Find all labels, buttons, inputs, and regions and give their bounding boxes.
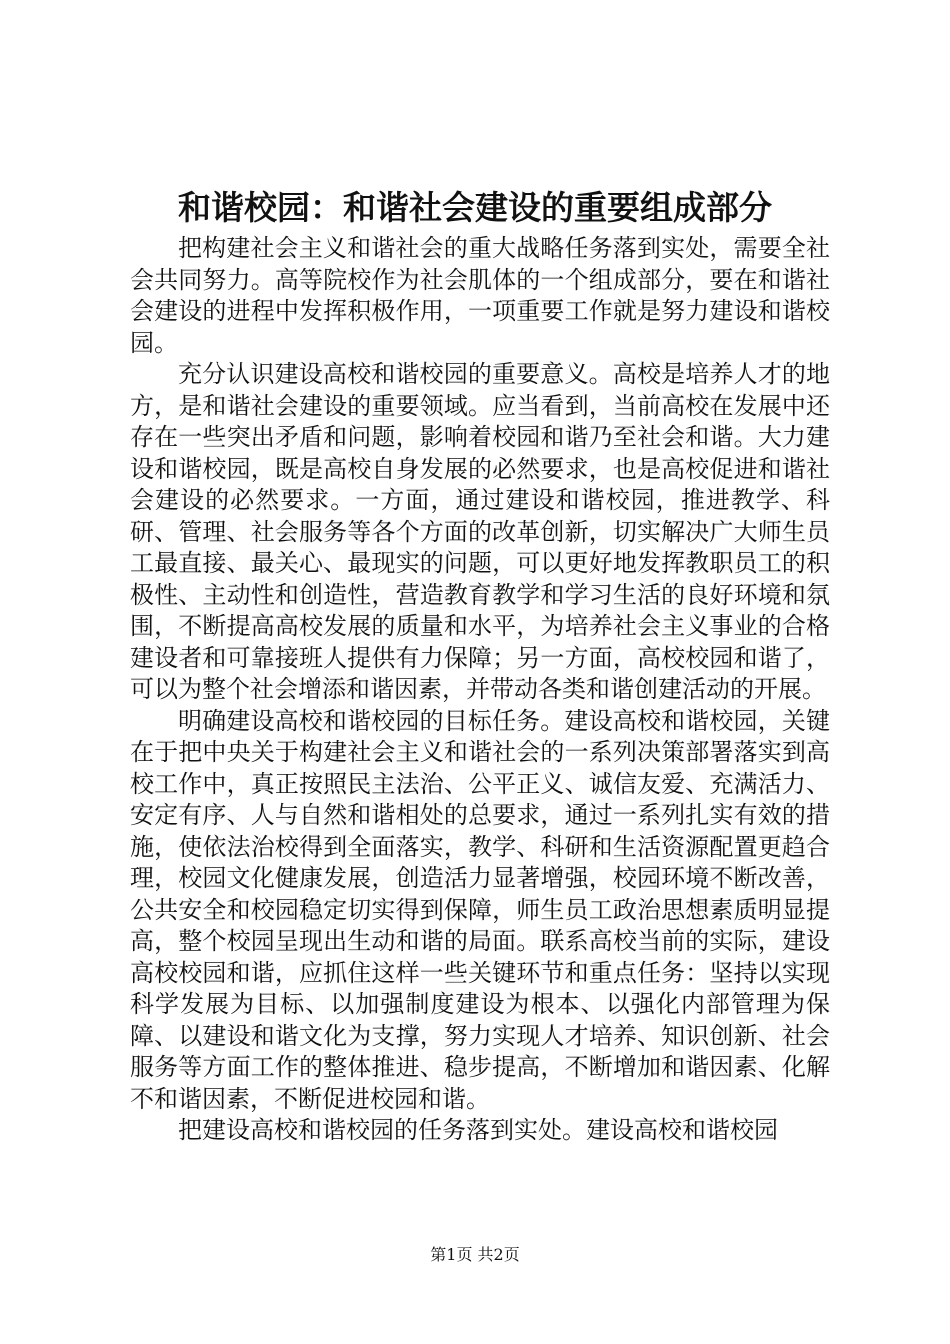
paragraph-4: 把建设高校和谐校园的任务落到实处。建设高校和谐校园: [178, 1116, 778, 1144]
paragraph-1: 把构建社会主义和谐社会的重大战略任务落到实处，需要全社会共同努力。高等院校作为社会肌体的一个组成部分，要在和谐社会建设的进程中发挥积极作用，一项重要工作就是努力建设和谐校园。: [130, 234, 830, 357]
paragraph-2: 充分认识建设高校和谐校园的重要意义。高校是培养人才的地方，是和谐社会建设的重要领域。应当看到，当前高校在发展中还存在一些突出矛盾和问题，影响着校园和谐乃至社会和谐。大力建设和谐校园，既是高校自身发展的必然要求，也是高校促进和谐社会建设的必然要求。一方面，通过建设和谐校园，推进教学、科研、管理、社会服务等各个方面的改革创新，切实解决广大师生员工最直接、最关心、最现实的问题，可以更好地发挥教职员工的积极性、主动性和创造性，营造教育教学和学习生活的良好环境和氛围，不断提高高校发展的质量和水平，为培养社会主义事业的合格建设者和可靠接班人提供有力保障；另一方面，高校校园和谐了，可以为整个社会增添和谐因素，并带动各类和谐创建活动的开展。: [130, 360, 830, 703]
paragraph-3: 明确建设高校和谐校园的目标任务。建设高校和谐校园，关键在于把中央关于构建社会主义和谐社会的一系列决策部署落实到高校工作中，真正按照民主法治、公平正义、诚信友爱、充满活力、安定有序、人与自然和谐相处的总要求，通过一系列扎实有效的措施，使依法治校得到全面落实，教学、科研和生活资源配置更趋合理，校园文化健康发展，创造活力显著增强，校园环境不断改善，公共安全和校园稳定切实得到保障，师生员工政治思想素质明显提高，整个校园呈现出生动和谐的局面。联系高校当前的实际，建设高校校园和谐，应抓住这样一些关键环节和重点任务：坚持以实现科学发展为目标、以加强制度建设为根本、以强化内部管理为保障、以建设和谐文化为支撑，努力实现人才培养、知识创新、社会服务等方面工作的整体推进、稳步提高，不断增加和谐因素、化解不和谐因素，不断促进校园和谐。: [130, 706, 830, 1113]
page-title: 和谐校园：和谐社会建设的重要组成部分: [178, 188, 772, 227]
document-body: [130, 233, 830, 1147]
page-number-footer: 第1页 共2页: [430, 1245, 520, 1264]
